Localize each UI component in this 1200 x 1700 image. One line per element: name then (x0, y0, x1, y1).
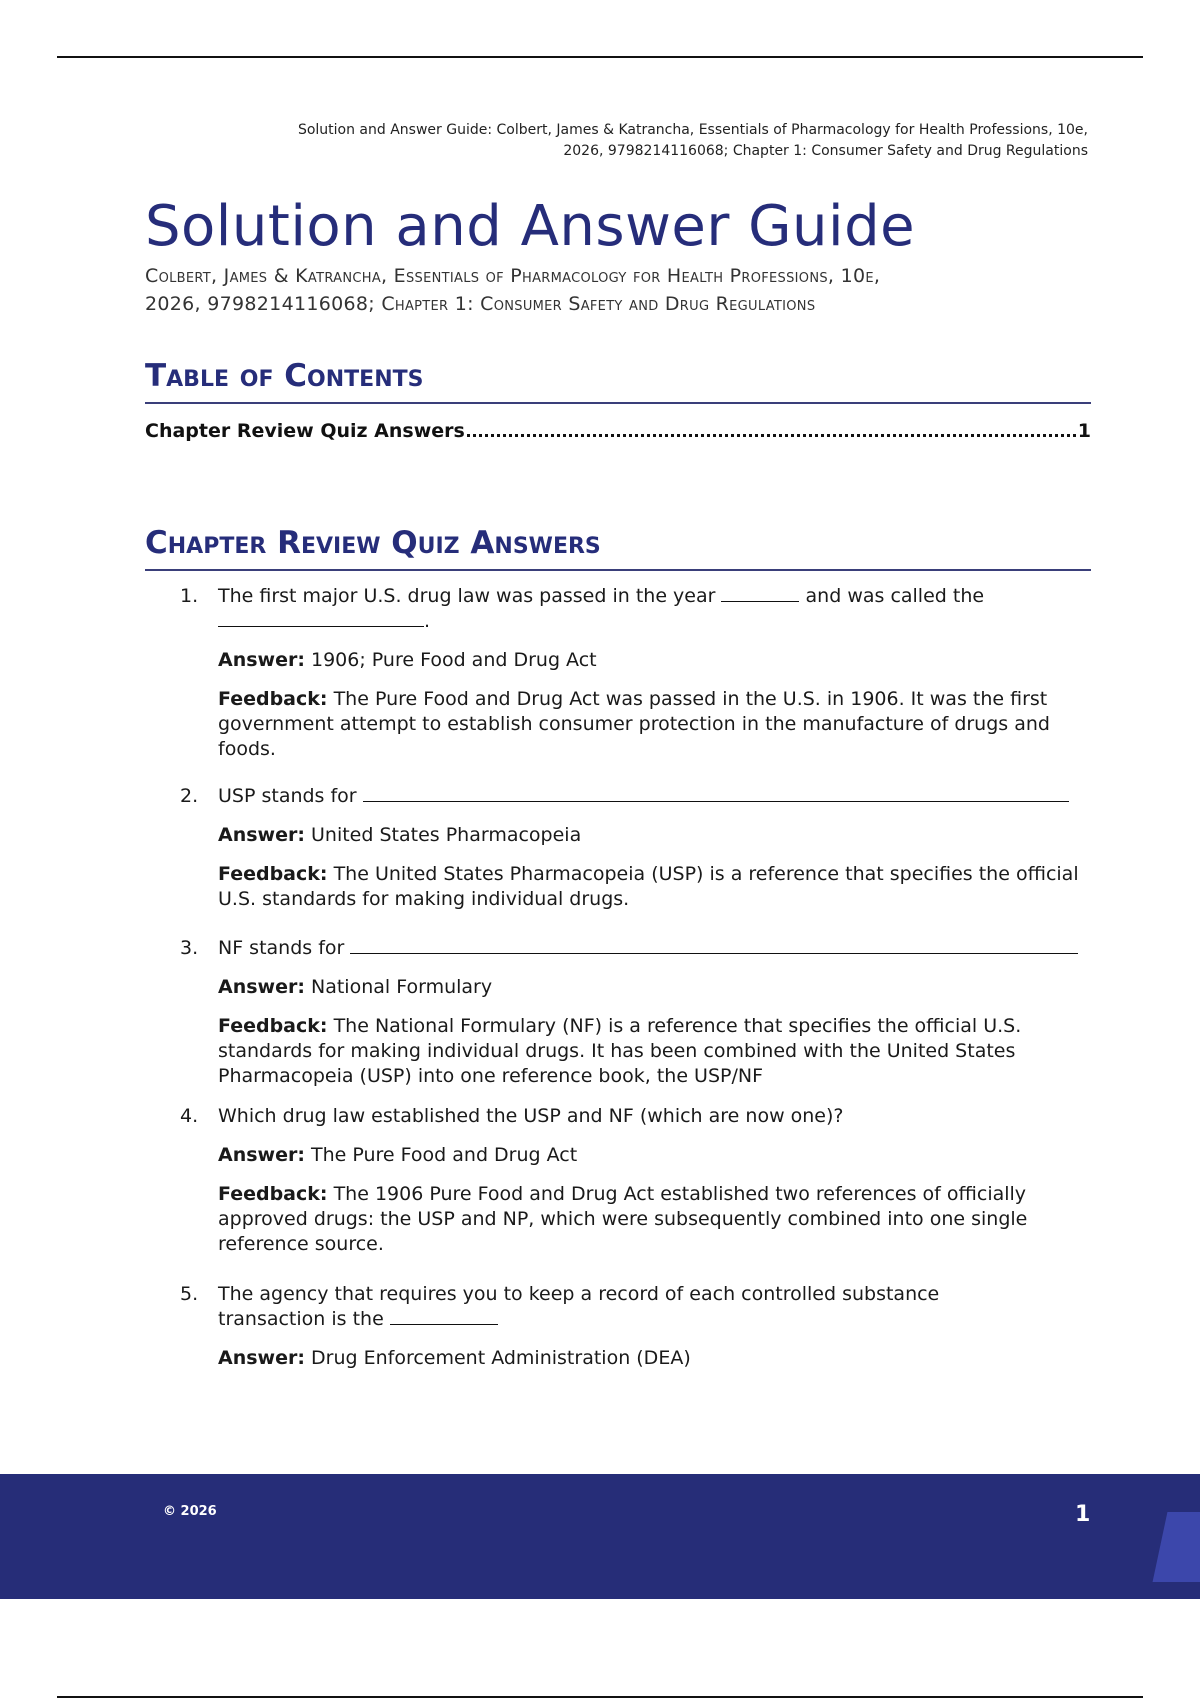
toc-entry-page[interactable]: 1 (1077, 420, 1091, 442)
quiz-item-2 (145, 784, 1095, 936)
answer (218, 823, 1095, 848)
feedback (218, 1014, 1095, 1089)
answer-text: Drug Enforcement Administration (DEA) (311, 1347, 691, 1369)
quiz-item-3 (145, 936, 1095, 1104)
question-text-part: The agency that requires you to keep a record of each controlled substance transaction is the (218, 1283, 940, 1330)
answer-label: Answer: (218, 976, 305, 998)
question-number: 1. (180, 585, 199, 607)
footer-band (0, 1474, 1200, 1599)
feedback-label: Feedback: (218, 1183, 328, 1205)
feedback (218, 687, 1095, 762)
answer (218, 975, 1095, 1000)
toc-heading: Table of Contents (145, 356, 1091, 404)
feedback (218, 1182, 1095, 1257)
quiz-heading: Chapter Review Quiz Answers (145, 523, 1091, 571)
question-text (218, 1282, 998, 1332)
document-title: Solution and Answer Guide (145, 194, 916, 259)
question-number: 3. (180, 937, 199, 959)
document-subtitle (145, 262, 1095, 318)
feedback-text: The Pure Food and Drug Act was passed in the U.S. in 1906. It was the first government attempt to establish consumer protection in the manufacture of drugs and foods. (218, 688, 1050, 760)
top-rule (57, 56, 1143, 58)
feedback-text: The 1906 Pure Food and Drug Act established two references of officially approved drugs: the USP and NP, which were subsequently combined into one single reference source. (218, 1183, 1028, 1255)
answer-text: 1906; Pure Food and Drug Act (311, 649, 597, 671)
page-number: 1 (1075, 1502, 1091, 1527)
question-text (218, 936, 1095, 961)
blank-line (721, 585, 799, 602)
footer-decorative-shape (1153, 1512, 1200, 1582)
question-text-part: USP stands for (218, 785, 357, 807)
toc-entry-label[interactable]: Chapter Review Quiz Answers (145, 420, 465, 442)
question-text-part: NF stands for (218, 937, 345, 959)
running-header-line-2: 2026, 9798214116068; Chapter 1: Consumer Safety and Drug Regulations (563, 143, 1088, 159)
question-number: 2. (180, 785, 199, 807)
feedback-text: The United States Pharmacopeia (USP) is a reference that specifies the official U.S. standards for making individual drugs. (218, 863, 1079, 910)
feedback-label: Feedback: (218, 863, 328, 885)
quiz-item-1 (145, 584, 1095, 774)
toc-leader-dots (467, 434, 1076, 437)
copyright-text: © 2026 (163, 1504, 217, 1519)
answer-label: Answer: (218, 824, 305, 846)
answer-text: United States Pharmacopeia (311, 824, 582, 846)
answer-label: Answer: (218, 1144, 305, 1166)
feedback (218, 862, 1095, 912)
quiz-item-5 (145, 1282, 1095, 1371)
answer-text: National Formulary (311, 976, 493, 998)
question-text (218, 584, 1095, 634)
question-end: . (424, 610, 431, 632)
question-text: Which drug law established the USP and NF (which are now one)? (218, 1105, 844, 1127)
answer (218, 1143, 1095, 1168)
question-number: 4. (180, 1105, 199, 1127)
answer-label: Answer: (218, 1347, 305, 1369)
quiz-item-4 (145, 1104, 1095, 1282)
question-text-part-b: and was called the (805, 585, 985, 607)
feedback-text: The National Formulary (NF) is a reference that specifies the official U.S. standards for making individual drugs. It has been combined with the United States Pharmacopeia (USP) into one reference book, the USP/NF (218, 1015, 1022, 1087)
blank-line (390, 1308, 498, 1325)
answer-text: The Pure Food and Drug Act (311, 1144, 578, 1166)
toc-entry-chapter-review[interactable] (145, 420, 1091, 442)
feedback-label: Feedback: (218, 688, 328, 710)
running-header (140, 120, 1088, 162)
question-number: 5. (180, 1283, 199, 1305)
blank-line (218, 610, 424, 627)
subtitle-line-1: Colbert, James & Katrancha, Essentials of Pharmacology for Health Professions, 10e, (145, 265, 881, 287)
question-text-part-a: The first major U.S. drug law was passed in the year (218, 585, 716, 607)
running-header-line-1: Solution and Answer Guide: Colbert, James & Katrancha, Essentials of Pharmacology for Health Professions, 10e, (297, 122, 1088, 138)
blank-line (363, 785, 1069, 802)
answer (218, 1346, 1095, 1371)
feedback-label: Feedback: (218, 1015, 328, 1037)
bottom-rule (57, 1696, 1143, 1698)
quiz-list (145, 584, 1095, 1371)
answer (218, 648, 1095, 673)
blank-line (350, 937, 1078, 954)
subtitle-line-2: 2026, 9798214116068; Chapter 1: Consumer Safety and Drug Regulations (145, 293, 816, 315)
answer-label: Answer: (218, 649, 305, 671)
question-text (218, 784, 1095, 809)
